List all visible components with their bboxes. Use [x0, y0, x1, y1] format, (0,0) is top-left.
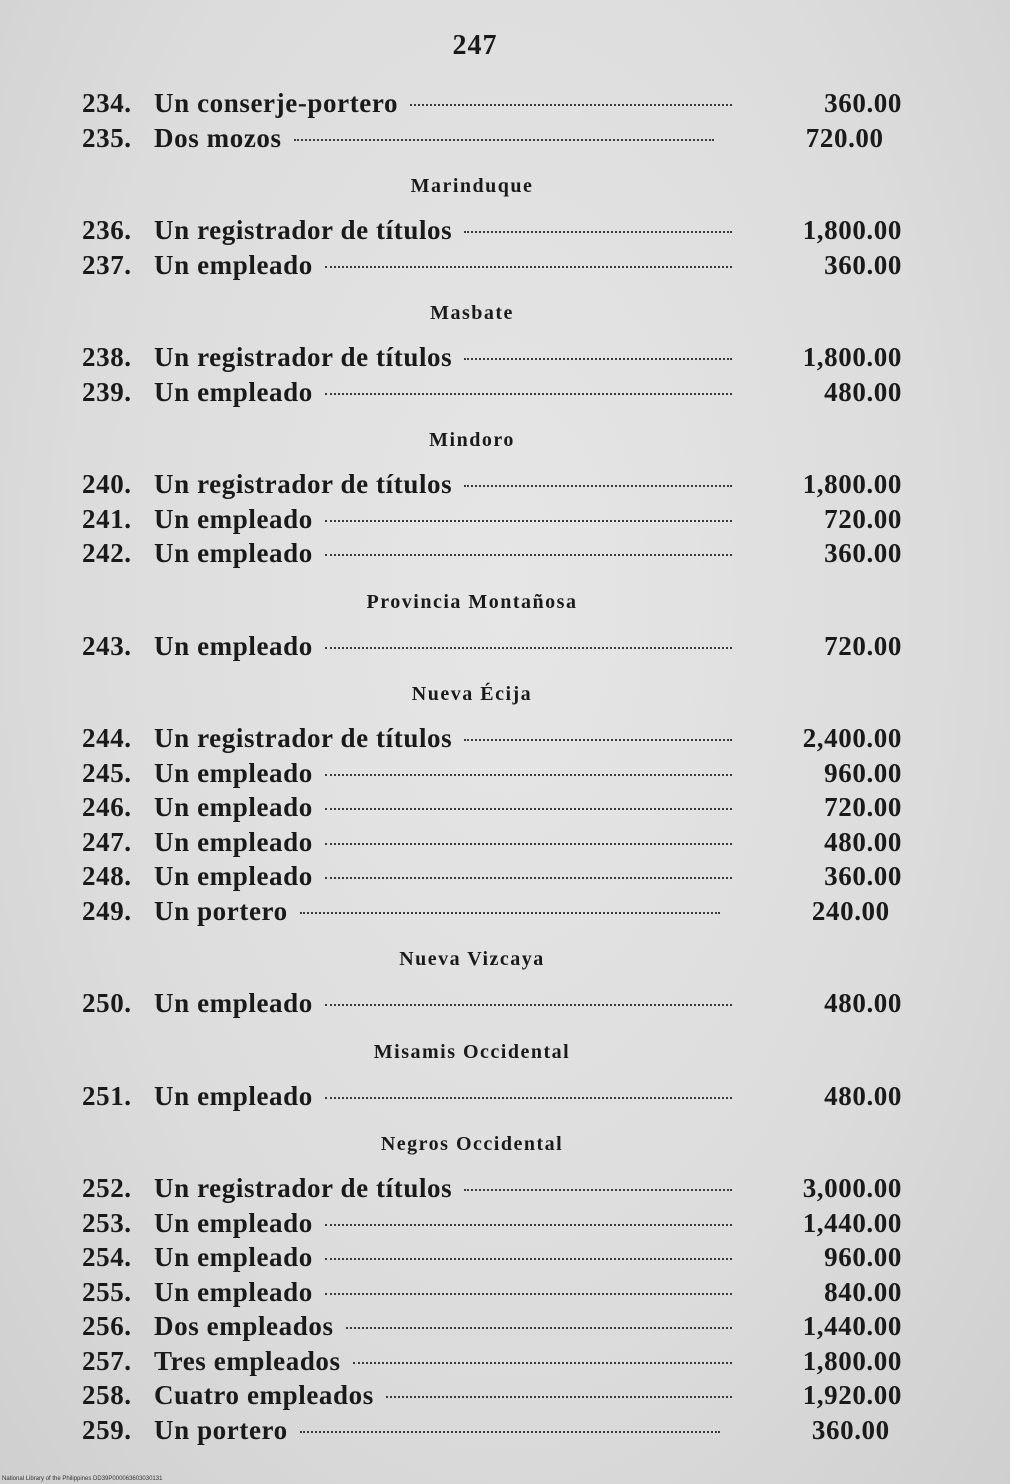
item-amount: 1,440.00 — [802, 1207, 902, 1238]
item-description: Un empleado — [154, 757, 313, 788]
dot-leader — [410, 104, 732, 106]
item-amount: 720.00 — [824, 630, 902, 661]
item-description: Un empleado — [154, 792, 313, 822]
item-number: 249. — [82, 895, 132, 926]
item-description: Un registrador de títulos — [154, 723, 453, 753]
item-number: 236. — [82, 215, 132, 245]
item-number: 241. — [82, 503, 132, 534]
item-description: Un portero — [154, 895, 288, 926]
dot-leader — [325, 520, 732, 522]
item-amount: 360.00 — [824, 88, 902, 118]
dot-leader — [464, 739, 732, 741]
dot-leader — [325, 647, 732, 649]
item-amount: 2,400.00 — [802, 723, 902, 753]
item-number: 253. — [82, 1207, 132, 1238]
section-heading: Negros Occidental — [380, 1133, 564, 1155]
item-number: 243. — [82, 630, 132, 661]
dot-leader — [386, 1396, 732, 1398]
item-number: 257. — [82, 1345, 132, 1376]
item-amount: 1,800.00 — [802, 215, 902, 245]
item-amount: 480.00 — [824, 988, 902, 1018]
item-description: Un empleado — [154, 1242, 313, 1272]
item-number: 238. — [82, 342, 132, 372]
list-item — [82, 215, 902, 250]
list-item — [82, 123, 902, 158]
list-item — [82, 1277, 902, 1312]
item-amount: 960.00 — [824, 1242, 902, 1272]
item-amount: 720.00 — [824, 503, 902, 534]
item-amount: 840.00 — [824, 1276, 902, 1307]
dot-leader — [325, 1224, 732, 1226]
list-item — [82, 1173, 902, 1208]
item-number: 246. — [82, 792, 132, 822]
list-item — [82, 1311, 902, 1346]
item-number: 244. — [82, 723, 132, 753]
dot-leader — [325, 266, 732, 268]
list-item — [82, 723, 902, 758]
item-description: Un empleado — [154, 630, 313, 661]
item-amount: 480.00 — [824, 826, 902, 857]
list-item — [82, 631, 902, 666]
item-amount: 240.00 — [811, 895, 890, 926]
item-amount: 1,920.00 — [802, 1380, 902, 1410]
dot-leader — [325, 1004, 732, 1006]
item-description: Un registrador de títulos — [154, 342, 453, 372]
item-amount: 360.00 — [811, 1414, 890, 1445]
list-item — [82, 1208, 902, 1243]
item-number: 252. — [82, 1173, 132, 1203]
item-description: Tres empleados — [154, 1345, 341, 1376]
list-item — [82, 504, 902, 539]
item-number: 248. — [82, 861, 132, 891]
list-item — [82, 88, 902, 123]
item-number: 245. — [82, 757, 132, 788]
item-amount: 360.00 — [824, 861, 902, 891]
item-description: Un portero — [154, 1414, 288, 1445]
dot-leader — [325, 774, 732, 776]
item-number: 247. — [82, 826, 132, 857]
item-amount: 720.00 — [805, 122, 884, 153]
section-heading: Mindoro — [429, 429, 515, 451]
item-description: Cuatro empleados — [154, 1380, 374, 1410]
list-item — [82, 1415, 902, 1450]
dot-leader — [325, 1258, 732, 1260]
item-description: Un registrador de títulos — [154, 469, 453, 499]
item-description: Un empleado — [154, 861, 313, 891]
item-number: 240. — [82, 469, 132, 499]
dot-leader — [325, 843, 732, 845]
dot-leader — [325, 1097, 732, 1099]
list-item — [82, 758, 902, 793]
list-item — [82, 988, 902, 1023]
list-item — [82, 342, 902, 377]
item-amount: 1,440.00 — [802, 1311, 902, 1341]
dot-leader — [464, 485, 732, 487]
item-number: 250. — [82, 988, 132, 1018]
item-description: Un empleado — [154, 1276, 313, 1307]
item-amount: 1,800.00 — [802, 469, 902, 499]
section-heading: Masbate — [430, 302, 514, 324]
item-description: Un conserje-portero — [154, 88, 399, 118]
dot-leader — [464, 1189, 732, 1191]
section-heading: Marinduque — [410, 175, 534, 197]
item-description: Un registrador de títulos — [154, 215, 453, 245]
item-description: Un empleado — [154, 376, 313, 407]
item-description: Dos empleados — [154, 1311, 334, 1341]
item-number: 259. — [82, 1414, 132, 1445]
item-amount: 720.00 — [824, 792, 902, 822]
dot-leader — [325, 808, 732, 810]
item-description: Un registrador de títulos — [154, 1173, 453, 1203]
list-item — [82, 1380, 902, 1415]
section-heading: Provincia Montañosa — [366, 590, 578, 613]
item-description: Un empleado — [154, 1207, 313, 1238]
dot-leader — [346, 1327, 732, 1329]
page-number: 247 — [452, 30, 498, 61]
item-description: Un empleado — [154, 826, 313, 857]
list-item — [82, 250, 902, 285]
dot-leader — [353, 1362, 732, 1364]
item-description: Un empleado — [154, 988, 313, 1018]
list-item — [82, 377, 902, 412]
dot-leader — [294, 139, 714, 141]
item-amount: 360.00 — [824, 538, 902, 568]
list-item — [82, 1346, 902, 1381]
item-number: 251. — [82, 1080, 132, 1111]
item-amount: 960.00 — [824, 757, 902, 788]
budget-list — [82, 88, 902, 1449]
item-number: 256. — [82, 1311, 132, 1341]
item-amount: 3,000.00 — [802, 1173, 902, 1203]
list-item — [82, 1081, 902, 1116]
list-item — [82, 792, 902, 827]
list-item — [82, 1242, 902, 1277]
item-description: Un empleado — [154, 503, 313, 534]
list-item — [82, 861, 902, 896]
item-number: 234. — [82, 88, 132, 118]
item-number: 235. — [82, 122, 132, 153]
item-amount: 360.00 — [824, 249, 902, 280]
item-description: Un empleado — [154, 1080, 313, 1111]
item-number: 242. — [82, 538, 132, 568]
list-item — [82, 538, 902, 573]
item-number: 254. — [82, 1242, 132, 1272]
item-description: Un empleado — [154, 538, 313, 568]
dot-leader — [300, 912, 720, 914]
item-amount: 1,800.00 — [802, 1345, 902, 1376]
item-number: 237. — [82, 249, 132, 280]
dot-leader — [325, 877, 732, 879]
item-amount: 480.00 — [824, 1080, 902, 1111]
dot-leader — [464, 231, 732, 233]
item-description: Dos mozos — [154, 122, 282, 153]
item-amount: 1,800.00 — [802, 342, 902, 372]
item-number: 239. — [82, 376, 132, 407]
dot-leader — [325, 554, 732, 556]
list-item — [82, 896, 902, 931]
item-description: Un empleado — [154, 249, 313, 280]
item-number: 258. — [82, 1380, 132, 1410]
archive-footer: National Library of the Philippines DD39P000063603030131 — [2, 1476, 163, 1482]
dot-leader — [325, 393, 732, 395]
dot-leader — [464, 358, 732, 360]
section-heading: Nueva Écija — [411, 683, 533, 705]
item-amount: 480.00 — [824, 376, 902, 407]
list-item — [82, 827, 902, 862]
item-number: 255. — [82, 1276, 132, 1307]
section-heading: Misamis Occidental — [373, 1040, 571, 1063]
dot-leader — [300, 1431, 720, 1433]
section-heading: Nueva Vizcaya — [399, 948, 545, 970]
dot-leader — [325, 1293, 732, 1295]
list-item — [82, 469, 902, 504]
